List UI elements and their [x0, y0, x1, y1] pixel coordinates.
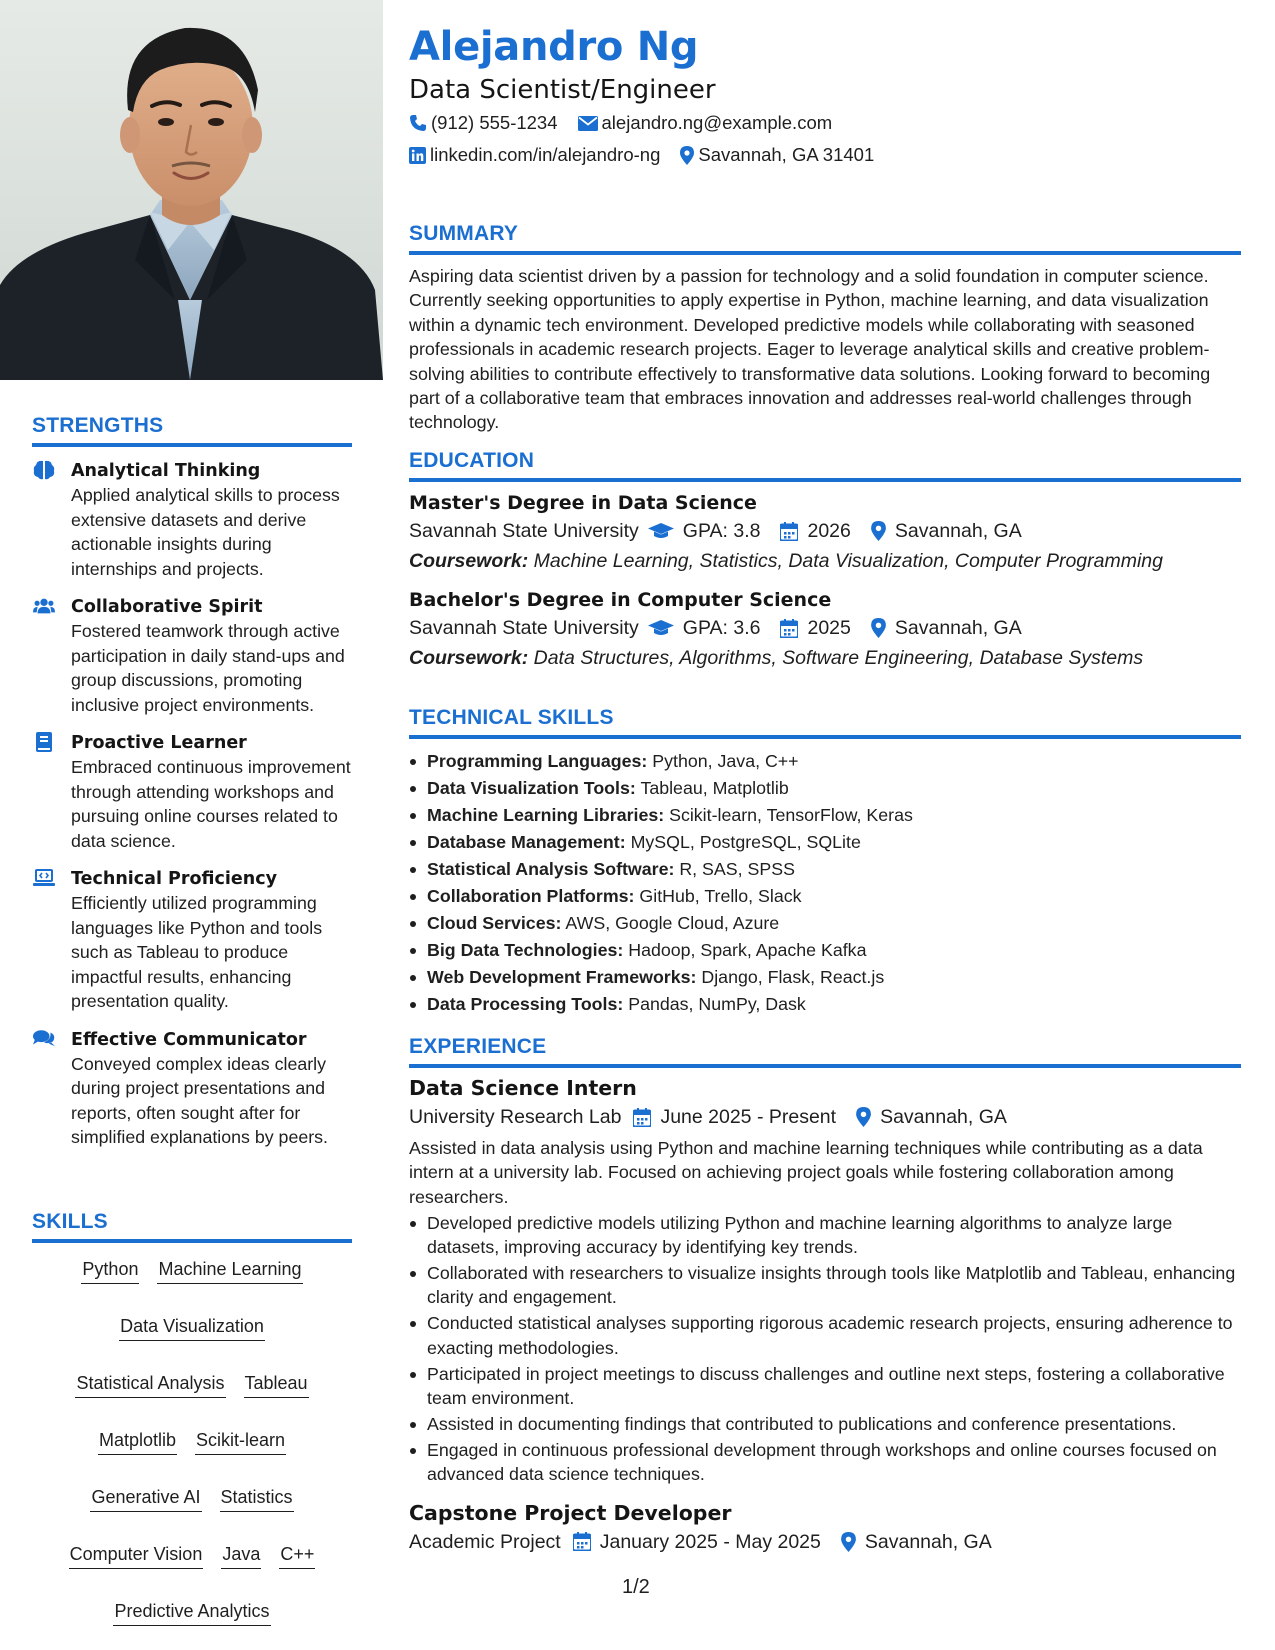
calendar-icon	[573, 1532, 591, 1551]
graduation-cap-icon	[648, 522, 674, 540]
strength-desc: Conveyed complex ideas clearly during project presentations and reports, often sought after for simplified explanations by peers.	[71, 1053, 328, 1147]
school-name: Savannah State University	[409, 520, 639, 542]
strength-item	[32, 595, 352, 717]
skill-chip: Generative AI	[90, 1485, 201, 1512]
skill-values: Hadoop, Spark, Apache Kafka	[628, 940, 867, 960]
skill-chip: Machine Learning	[157, 1257, 302, 1284]
envelope-icon	[578, 116, 598, 131]
strength-item	[32, 1028, 352, 1150]
skill-chip: Predictive Analytics	[113, 1599, 270, 1626]
skill-category: Data Processing Tools:	[427, 994, 624, 1014]
skill-chip: Matplotlib	[98, 1428, 177, 1455]
brain-icon	[33, 460, 55, 480]
strength-title: Effective Communicator	[71, 1029, 307, 1050]
map-pin-icon	[871, 618, 886, 638]
list-item	[409, 829, 1241, 856]
list-item	[409, 775, 1241, 802]
contact-row-2	[409, 144, 894, 166]
skill-chip: Data Visualization	[119, 1314, 265, 1341]
experience-heading: EXPERIENCE	[409, 1035, 547, 1058]
skill-category: Machine Learning Libraries:	[427, 805, 665, 825]
skill-category: Web Development Frameworks:	[427, 967, 697, 987]
book-icon	[33, 732, 55, 752]
skill-chip: Computer Vision	[69, 1542, 204, 1569]
linkedin-contact[interactable]	[409, 144, 660, 166]
skill-category: Cloud Services:	[427, 913, 562, 933]
strengths-rule	[32, 443, 352, 447]
skill-values: GitHub, Trello, Slack	[639, 886, 802, 906]
phone-text: (912) 555-1234	[431, 112, 558, 133]
calendar-icon	[780, 522, 798, 541]
education-meta	[409, 613, 1241, 643]
education-entry	[409, 490, 1241, 576]
list-item	[409, 802, 1241, 829]
skills-rule	[32, 1239, 352, 1243]
coursework-line	[409, 643, 1241, 673]
skill-category: Database Management:	[427, 832, 626, 852]
date-range: June 2025 - Present	[660, 1106, 837, 1128]
skills-heading: SKILLS	[32, 1210, 108, 1233]
skill-chip: Python	[81, 1257, 139, 1284]
skill-category: Programming Languages:	[427, 751, 648, 771]
candidate-name: Alejandro Ng	[409, 24, 699, 70]
degree-title: Master's Degree in Data Science	[409, 492, 757, 514]
degree-title: Bachelor's Degree in Computer Science	[409, 589, 832, 611]
strength-title: Proactive Learner	[71, 733, 247, 753]
list-item	[409, 856, 1241, 883]
list-item: Collaborated with researchers to visualize insights through tools like Matplotlib and Tableau, enhancing clarity and engagement.	[409, 1261, 1241, 1310]
skills-chip-list	[32, 1257, 352, 1626]
email-text: alejandro.ng@example.com	[601, 112, 833, 133]
location-text: Savannah, GA 31401	[698, 144, 875, 165]
experience-summary: Assisted in data analysis using Python and machine learning techniques while contributing as a data intern at a university lab. Focused on achieving project goals while fostering collaboration among researchers.	[409, 1138, 1203, 1207]
skill-values: Tableau, Matplotlib	[640, 778, 789, 798]
organization-name: Academic Project	[409, 1530, 561, 1553]
strength-title: Technical Proficiency	[71, 869, 277, 889]
skill-category: Big Data Technologies:	[427, 940, 624, 960]
strengths-list	[32, 459, 352, 1150]
location-contact	[680, 144, 874, 166]
coursework-label: Coursework:	[409, 550, 529, 572]
coursework-text: Machine Learning, Statistics, Data Visualization, Computer Programming	[533, 550, 1163, 572]
list-item: Conducted statistical analyses supporting rigorous academic research projects, ensuring adherence to exacting methodologies.	[409, 1311, 1241, 1360]
map-pin-icon	[871, 521, 886, 541]
graduation-cap-icon	[648, 619, 674, 637]
strength-desc: Fostered teamwork through active participation in daily stand-ups and group discussions, promoting inclusive project environments.	[71, 621, 345, 715]
organization-name: University Research Lab	[409, 1106, 622, 1128]
left-column	[0, 0, 383, 1650]
list-item: Participated in project meetings to discuss challenges and outline next steps, fostering a collaborative team environment.	[409, 1362, 1241, 1411]
calendar-icon	[633, 1108, 651, 1127]
education-heading: EDUCATION	[409, 449, 535, 472]
year-text: 2026	[807, 520, 851, 542]
education-section	[409, 449, 1241, 673]
strength-item	[32, 459, 352, 581]
list-item	[409, 910, 1241, 937]
strength-title: Analytical Thinking	[71, 461, 261, 481]
job-title: Data Scientist/Engineer	[409, 75, 716, 105]
location-text: Savannah, GA	[864, 1530, 992, 1553]
map-pin-icon	[680, 146, 694, 165]
summary-section	[409, 222, 1241, 435]
skill-values: Python, Java, C++	[652, 751, 799, 771]
strength-desc: Efficiently utilized programming languages like Python and tools such as Tableau to produce impactful results, enhancing presentation quality.	[71, 893, 323, 1011]
skill-values: Pandas, NumPy, Dask	[628, 994, 806, 1014]
gpa-text: GPA: 3.6	[682, 617, 761, 639]
summary-text: Aspiring data scientist driven by a passion for technology and a solid foundation in computer science. Currently seeking opportunities to apply expertise in Python, machine learning, and data visualization within a dynamic tech environment. Developed predictive models while collaborating with seasoned professionals in academic research projects. Eager to leverage analytical skills and creative problem-solving abilities to contribute effectively to transformative data solutions. Looking forward to becoming part of a collaborative team that embraces innovation and addresses real-world challenges through technology.	[409, 266, 1211, 433]
coursework-label: Coursework:	[409, 647, 529, 669]
location-text: Savannah, GA	[894, 617, 1022, 639]
experience-rule	[409, 1064, 1241, 1068]
phone-icon	[409, 114, 427, 132]
skill-chip: Statistical Analysis	[75, 1371, 225, 1398]
strength-item	[32, 867, 352, 1014]
school-name: Savannah State University	[409, 617, 639, 639]
linkedin-icon	[409, 147, 426, 164]
experience-section	[409, 1035, 1241, 1557]
profile-photo	[0, 0, 383, 380]
list-item: Developed predictive models utilizing Python and machine learning algorithms to analyze large datasets, improving accuracy by identifying key trends.	[409, 1211, 1241, 1260]
experience-bullets	[409, 1211, 1241, 1487]
technical-skills-rule	[409, 735, 1241, 739]
skill-category: Statistical Analysis Software:	[427, 859, 675, 879]
year-text: 2025	[807, 617, 851, 639]
experience-entry	[409, 1499, 1241, 1557]
skill-values: Django, Flask, React.js	[701, 967, 885, 987]
technical-skills-section	[409, 706, 1241, 1018]
location-text: Savannah, GA	[894, 520, 1022, 542]
location-text: Savannah, GA	[880, 1106, 1007, 1128]
strength-desc: Embraced continuous improvement through attending workshops and pursuing online courses related to data science.	[71, 757, 351, 851]
skill-chip: Java	[221, 1542, 261, 1569]
position-title: Data Science Intern	[409, 1076, 637, 1100]
gpa-text: GPA: 3.8	[682, 520, 761, 542]
skill-chip: C++	[279, 1542, 315, 1569]
skill-chip: Statistics	[220, 1485, 294, 1512]
experience-meta	[409, 1527, 1241, 1557]
phone-contact[interactable]	[409, 112, 558, 134]
list-item	[409, 937, 1241, 964]
skill-chip: Scikit-learn	[195, 1428, 286, 1455]
strengths-heading: STRENGTHS	[32, 414, 164, 437]
skill-values: AWS, Google Cloud, Azure	[565, 913, 780, 933]
technical-skills-list	[409, 748, 1241, 1018]
strength-desc: Applied analytical skills to process extensive datasets and derive actionable insights during internships and projects.	[71, 485, 340, 579]
technical-skills-heading: TECHNICAL SKILLS	[409, 706, 614, 729]
map-pin-icon	[841, 1532, 856, 1552]
education-meta	[409, 516, 1241, 546]
list-item	[409, 991, 1241, 1018]
experience-meta	[409, 1102, 1241, 1132]
contact-row-1	[409, 112, 852, 134]
linkedin-text: linkedin.com/in/alejandro-ng	[430, 144, 661, 165]
page-number: 1/2	[622, 1576, 650, 1598]
skill-values: MySQL, PostgreSQL, SQLite	[630, 832, 861, 852]
coursework-text: Data Structures, Algorithms, Software Engineering, Database Systems	[533, 647, 1144, 669]
list-item	[409, 883, 1241, 910]
list-item: Assisted in documenting findings that contributed to publications and conference presentations.	[409, 1412, 1241, 1436]
education-entry	[409, 587, 1241, 673]
summary-heading: SUMMARY	[409, 222, 519, 245]
date-range: January 2025 - May 2025	[599, 1530, 821, 1553]
strengths-section	[32, 414, 352, 1150]
skill-chip: Tableau	[244, 1371, 309, 1398]
email-contact[interactable]	[578, 112, 833, 134]
position-title: Capstone Project Developer	[409, 1500, 732, 1525]
comments-icon	[33, 1029, 55, 1049]
skill-values: Scikit-learn, TensorFlow, Keras	[669, 805, 913, 825]
list-item	[409, 748, 1241, 775]
skill-category: Collaboration Platforms:	[427, 886, 635, 906]
users-icon	[33, 596, 55, 616]
experience-entry	[409, 1074, 1241, 1487]
strength-title: Collaborative Spirit	[71, 597, 263, 617]
list-item	[409, 964, 1241, 991]
skill-values: R, SAS, SPSS	[679, 859, 795, 879]
laptop-code-icon	[33, 868, 55, 888]
skills-section	[32, 1210, 352, 1626]
map-pin-icon	[856, 1107, 871, 1127]
coursework-line	[409, 546, 1241, 576]
summary-rule	[409, 251, 1241, 255]
calendar-icon	[780, 619, 798, 638]
list-item: Engaged in continuous professional development through workshops and online courses focused on advanced data science techniques.	[409, 1438, 1241, 1487]
education-rule	[409, 478, 1241, 482]
strength-item	[32, 731, 352, 853]
skill-category: Data Visualization Tools:	[427, 778, 636, 798]
